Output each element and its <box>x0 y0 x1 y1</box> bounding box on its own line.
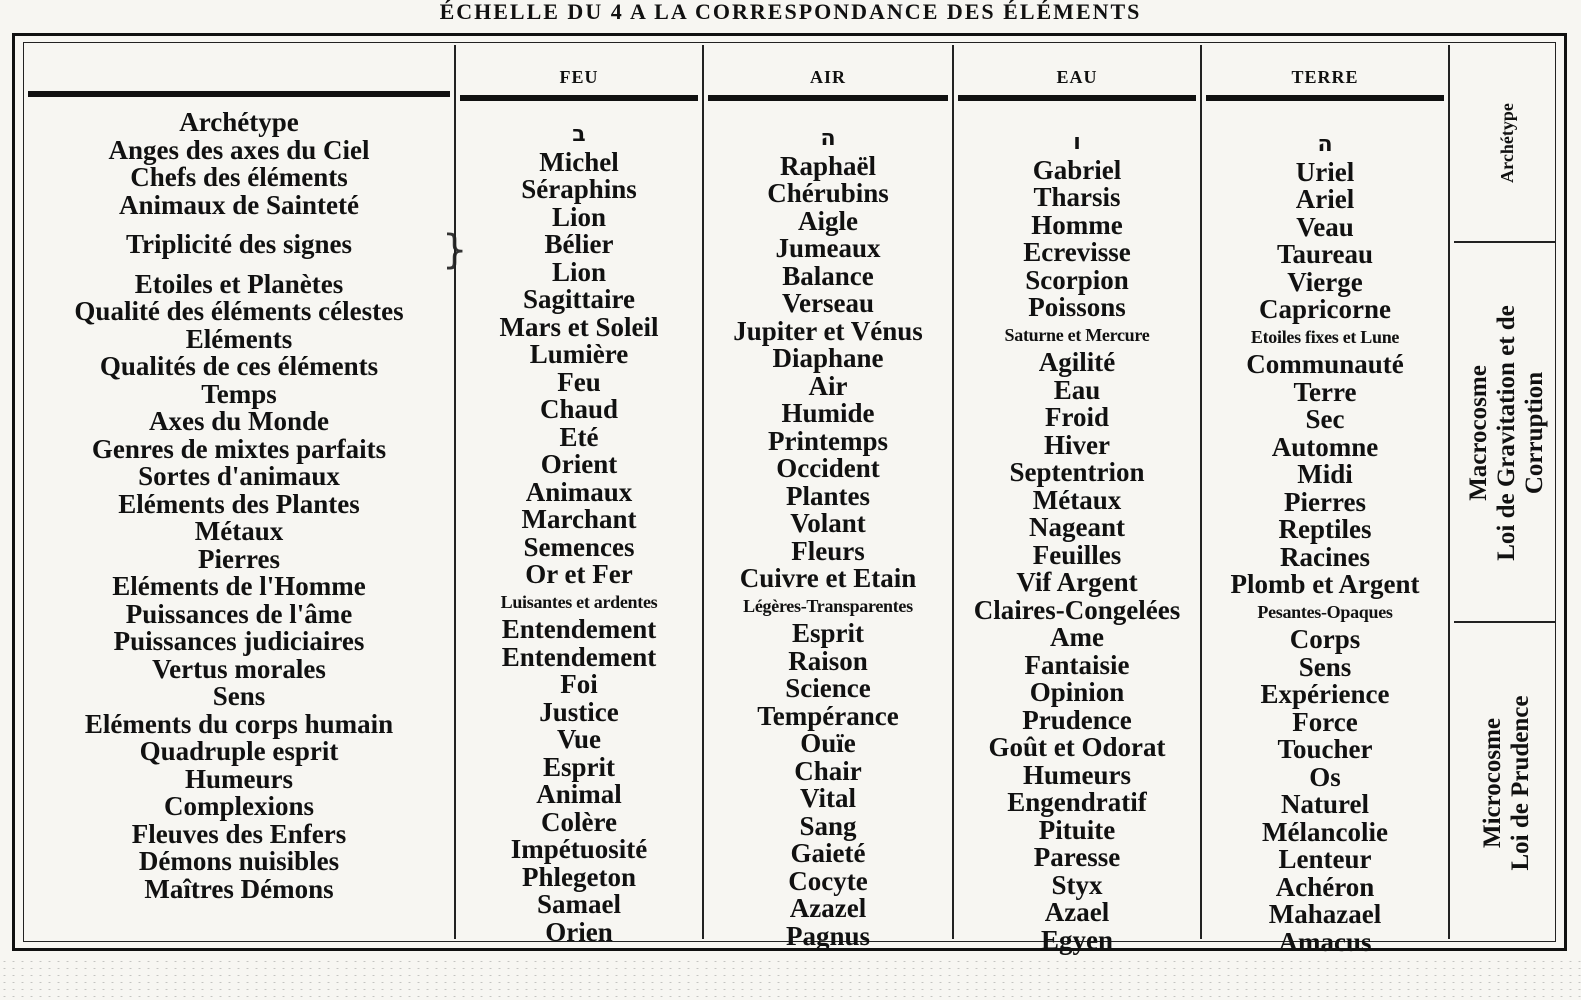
cell-feu: Orien <box>545 916 613 947</box>
brace-icon: } <box>442 227 468 273</box>
cell-eau: Froid <box>1044 402 1109 432</box>
cell-eau: Eau <box>1053 374 1101 405</box>
row-label: Humeurs <box>185 763 293 794</box>
cell-terre: Expérience <box>1260 679 1390 709</box>
cell-terre: Vierge <box>1287 266 1363 297</box>
cell-feu: Entendement <box>501 614 657 644</box>
cell-feu: Entendement <box>501 641 657 672</box>
cell-feu: Esprit <box>542 751 615 782</box>
row-label: Sens <box>212 681 266 711</box>
row-label: Animaux de Sainteté <box>118 189 359 220</box>
row-label: Etoiles et Planètes <box>134 268 344 299</box>
cell-air: Chair <box>794 755 862 786</box>
cell-eau: Ecrevisse <box>1023 237 1131 267</box>
row-label: Sortes d'animaux <box>138 461 340 491</box>
cell-air: Aigle <box>798 205 858 236</box>
row-label: Eléments des Plantes <box>118 488 360 519</box>
cell-terre: Achéron <box>1275 871 1375 902</box>
cell-feu: Colère <box>541 806 617 837</box>
cell-feu: Vue <box>556 724 602 754</box>
row-label: Puissances judiciaires <box>113 626 365 656</box>
table-inner-border <box>23 42 1556 957</box>
cell-eau: Agilité <box>1038 347 1116 377</box>
cell-eau: Pituite <box>1038 814 1116 845</box>
row-label: Vertus morales <box>152 653 326 684</box>
column-eau <box>954 43 1200 955</box>
cell-air: Esprit <box>791 618 864 648</box>
cell-terre: Ariel <box>1295 184 1355 214</box>
cell-eau: Fantaisie <box>1024 649 1130 680</box>
cell-terre: Uriel <box>1295 156 1355 187</box>
cell-terre: Racines <box>1280 541 1370 572</box>
cell-eau: Feuilles <box>1032 539 1122 570</box>
cell-feu: Eté <box>559 421 599 452</box>
column-header-terre: TERRE <box>1291 67 1359 87</box>
header-rule <box>28 91 450 97</box>
cell-eau: Vif Argent <box>1016 567 1138 597</box>
cell-feu: Orient <box>540 449 618 479</box>
cell-terre: Plomb et Argent <box>1230 569 1420 599</box>
cell-feu: Luisantes et ardentes <box>500 591 658 612</box>
row-label: Métaux <box>194 516 284 546</box>
micro-line-1: Microcosme <box>1479 717 1506 849</box>
feu-list <box>456 121 702 946</box>
cell-feu: Lion <box>551 256 607 287</box>
column-feu <box>456 43 702 947</box>
row-label: Qualité des éléments célestes <box>74 296 404 326</box>
cell-feu: Impétuosité <box>510 834 648 864</box>
cell-terre: Reptiles <box>1278 514 1372 544</box>
cell-feu: Marchant <box>521 504 637 534</box>
cell-feu: Feu <box>557 366 601 397</box>
cell-eau: Styx <box>1051 869 1103 900</box>
cell-air: Sang <box>799 810 857 841</box>
cell-air: Fleurs <box>791 535 865 566</box>
column-header-feu: FEU <box>559 67 599 87</box>
cell-eau: Paresse <box>1033 842 1121 872</box>
row-label: Puissances de l'âme <box>125 598 353 629</box>
cell-eau: Nageant <box>1029 512 1125 542</box>
cell-air: Diaphane <box>772 343 884 373</box>
cell-air: Cuivre et Etain <box>739 563 917 593</box>
cell-eau: Goût et Odorat <box>988 732 1166 762</box>
cell-eau: Opinion <box>1029 677 1125 707</box>
correspondence-table <box>12 33 1567 957</box>
labels-column <box>24 43 454 941</box>
row-label: Fleuves des Enfers <box>131 818 347 849</box>
cell-air: Légères-Transparentes <box>743 595 913 616</box>
cell-feu: ב <box>572 122 586 147</box>
cell-eau: Engendratif <box>1007 787 1147 817</box>
cell-terre: Etoiles fixes et Lune <box>1250 326 1400 347</box>
cell-air: Science <box>785 673 871 703</box>
cell-air: Air <box>808 370 848 401</box>
header-rule <box>708 95 948 101</box>
cell-feu: Semences <box>523 531 635 562</box>
cell-eau: ו <box>1073 130 1081 155</box>
cell-terre: Os <box>1309 761 1341 792</box>
cell-air: Raphaël <box>779 150 877 181</box>
cell-air: Ouïe <box>800 728 856 758</box>
macro-line-3: Corruption <box>1521 371 1548 495</box>
cell-terre: Veau <box>1296 211 1354 242</box>
cell-terre: Amacus <box>1278 926 1372 957</box>
side-label-archetype: Archétype <box>1497 103 1517 183</box>
cell-feu: Animal <box>536 779 622 809</box>
cell-air: Chérubins <box>767 178 889 208</box>
paper-speckle <box>0 958 1581 998</box>
row-label: Quadruple esprit <box>139 736 339 766</box>
cell-air: Raison <box>788 645 868 676</box>
page-title: ÉCHELLE DU 4 A LA CORRESPONDANCE DES ÉLÉMENTS <box>439 0 1142 24</box>
cell-terre: Corps <box>1289 624 1361 654</box>
header-rule <box>1206 95 1444 101</box>
cell-terre: Pesantes-Opaques <box>1257 601 1393 622</box>
column-divider <box>1448 45 1450 939</box>
row-label: Archétype <box>179 107 299 137</box>
cell-air: Tempérance <box>757 700 899 731</box>
cell-terre: Pierres <box>1284 486 1366 517</box>
cell-eau: Septentrion <box>1009 457 1145 487</box>
cell-air: Cocyte <box>788 865 868 896</box>
cell-air: Printemps <box>768 425 888 456</box>
column-header-air: AIR <box>809 67 846 87</box>
macro-line-2: Loi de Gravitation et de <box>1493 305 1520 561</box>
cell-feu: Lion <box>551 201 607 232</box>
row-label: Complexions <box>163 791 315 821</box>
cell-eau: Prudence <box>1022 704 1132 735</box>
cell-eau: Claires-Congelées <box>973 594 1181 625</box>
cell-eau: Tharsis <box>1033 182 1121 212</box>
column-terre <box>1202 43 1448 957</box>
header-rule <box>958 95 1196 101</box>
cell-terre: Sens <box>1298 651 1352 682</box>
column-header-eau: EAU <box>1056 67 1098 87</box>
cell-terre: Capricorne <box>1259 294 1391 324</box>
cell-air: Gaieté <box>790 838 866 868</box>
side-microcosme <box>1461 623 1553 943</box>
cell-air: Volant <box>790 508 866 538</box>
cell-feu: Phlegeton <box>522 861 636 892</box>
cell-eau: Hiver <box>1044 429 1110 460</box>
eau-list <box>954 129 1200 954</box>
cell-terre: Terre <box>1293 376 1357 407</box>
cell-air: Occident <box>776 453 880 483</box>
macro-line-1: Macrocosme <box>1465 365 1492 501</box>
cell-terre: Communauté <box>1246 349 1404 379</box>
row-label: Eléments <box>185 323 293 354</box>
cell-eau: Humeurs <box>1023 759 1131 790</box>
cell-eau: Poissons <box>1028 292 1126 322</box>
air-list <box>704 125 952 950</box>
cell-eau: Saturne et Mercure <box>1004 324 1150 345</box>
cell-feu: Samael <box>537 889 621 919</box>
cell-feu: Bélier <box>544 229 614 259</box>
cell-feu: Chaud <box>539 394 619 424</box>
row-label: Qualités de ces éléments <box>99 351 379 381</box>
cell-terre: Automne <box>1271 431 1379 462</box>
cell-air: ה <box>820 126 836 151</box>
cell-feu: Lumière <box>529 339 629 369</box>
cell-feu: Justice <box>539 696 619 727</box>
cell-terre: Mélancolie <box>1262 816 1388 847</box>
cell-eau: Ame <box>1050 622 1104 652</box>
cell-air: Balance <box>782 260 874 291</box>
cell-air: Plantes <box>786 480 870 511</box>
cell-air: Vital <box>800 783 856 813</box>
side-label-microcosme <box>1479 696 1535 871</box>
column-air <box>704 43 952 951</box>
side-archetype <box>1461 43 1553 243</box>
row-label: Démons nuisibles <box>138 846 340 876</box>
micro-line-2: Loi de Prudence <box>1507 695 1534 871</box>
cell-terre: Toucher <box>1277 734 1373 764</box>
row-label: Eléments du corps humain <box>84 708 394 739</box>
cell-eau: Scorpion <box>1025 264 1129 295</box>
cell-feu: Michel <box>539 146 619 177</box>
cell-eau: Homme <box>1031 209 1123 240</box>
cell-terre: Mahazael <box>1268 899 1382 929</box>
cell-feu: Or et Fer <box>525 559 633 589</box>
row-label: Triplicité des signes <box>126 229 352 259</box>
cell-eau: Azael <box>1044 897 1110 927</box>
cell-terre: Naturel <box>1281 789 1369 819</box>
cell-terre: Midi <box>1297 459 1353 489</box>
cell-air: Jupiter et Vénus <box>733 315 923 346</box>
row-label: Pierres <box>198 543 280 574</box>
cell-air: Humide <box>781 398 875 428</box>
header-rule <box>460 95 698 101</box>
cell-feu: Séraphins <box>521 174 637 204</box>
row-label: Genres de mixtes parfaits <box>91 433 387 464</box>
row-label: Eléments de l'Homme <box>112 571 366 601</box>
row-label: Axes du Monde <box>148 406 330 436</box>
terre-list <box>1202 131 1448 956</box>
cell-terre: Force <box>1292 706 1358 737</box>
side-macrocosme <box>1461 243 1553 623</box>
row-label: Anges des axes du Ciel <box>108 134 370 165</box>
cell-terre: Taureau <box>1276 239 1374 269</box>
row-label: Chefs des éléments <box>130 162 348 192</box>
cell-terre: Sec <box>1305 404 1345 434</box>
side-label-macrocosme <box>1465 305 1549 561</box>
cell-air: Pagnus <box>785 920 871 951</box>
cell-feu: Animaux <box>525 476 633 507</box>
cell-eau: Métaux <box>1032 484 1122 515</box>
cell-air: Azazel <box>789 893 867 923</box>
cell-air: Jumeaux <box>775 233 881 263</box>
cell-air: Verseau <box>782 288 874 318</box>
labels-list <box>24 109 454 903</box>
cell-eau: Egyen <box>1040 924 1113 955</box>
row-label: Maîtres Démons <box>144 873 334 904</box>
cell-terre: ה <box>1317 132 1333 157</box>
cell-feu: Foi <box>560 669 598 699</box>
cell-feu: Mars et Soleil <box>499 311 659 342</box>
cell-terre: Lenteur <box>1278 844 1372 874</box>
row-label: Temps <box>201 378 277 409</box>
cell-feu: Sagittaire <box>523 284 635 314</box>
cell-eau: Gabriel <box>1032 154 1122 185</box>
